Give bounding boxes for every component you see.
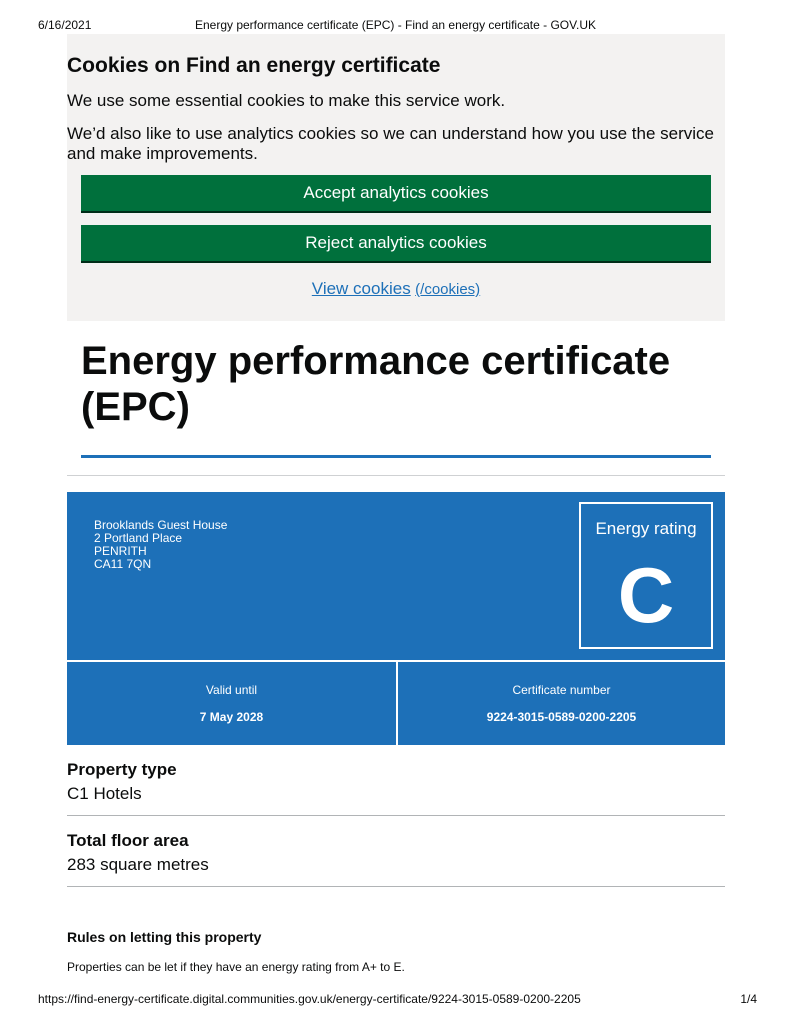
print-url: https://find-energy-certificate.digital.communities.gov.uk/energy-certificate/9224-3015-0589-0200-2205 (38, 992, 581, 1006)
title-underline (81, 455, 711, 458)
floor-area-value: 283 square metres (67, 855, 209, 874)
property-address (94, 519, 227, 571)
cookie-banner-analytics-text: We’d also like to use analytics cookies so we can understand how you use the service and make improvements. (67, 124, 714, 163)
letting-rules-text: Properties can be let if they have an energy rating from A+ to E. (67, 960, 405, 974)
address-line: PENRITH (94, 544, 147, 558)
print-header (0, 14, 791, 34)
summary-row-divider (67, 886, 725, 887)
print-footer (0, 990, 791, 1010)
reject-analytics-cookies-button[interactable]: Reject analytics cookies (81, 225, 711, 261)
print-page-number: 1/4 (740, 992, 757, 1006)
letting-rules-heading: Rules on letting this property (67, 929, 262, 945)
cookie-banner-essential-text: We use some essential cookies to make this service work. (67, 91, 506, 110)
property-type-label: Property type (67, 760, 177, 779)
valid-until-value: 7 May 2028 (199, 710, 264, 724)
certificate-number-cell (398, 662, 725, 745)
cookie-banner (67, 34, 725, 321)
energy-rating-box (579, 502, 713, 649)
address-line: Brooklands Guest House (94, 518, 228, 532)
certificate-number-label: Certificate number (512, 683, 611, 697)
address-line: CA11 7QN (94, 557, 152, 571)
section-divider (67, 475, 725, 476)
certificate-summary-box (67, 492, 725, 745)
certificate-number-value: 9224-3015-0589-0200-2205 (486, 710, 637, 724)
energy-rating-letter: C (617, 551, 675, 639)
cookie-banner-heading: Cookies on Find an energy certificate (67, 54, 441, 77)
print-date: 6/16/2021 (38, 18, 92, 32)
view-cookies-link-text[interactable]: View cookies (311, 279, 411, 298)
page-title: Energy performance certificate (EPC) (81, 339, 671, 429)
property-type-value: C1 Hotels (67, 784, 142, 803)
valid-until-label: Valid until (205, 683, 258, 697)
print-page-title: Energy performance certificate (EPC) - Find an energy certificate - GOV.UK (194, 18, 597, 32)
summary-row-divider (67, 815, 725, 816)
floor-area-label: Total floor area (67, 831, 189, 850)
accept-analytics-cookies-button[interactable]: Accept analytics cookies (81, 175, 711, 211)
energy-rating-label: Energy rating (595, 519, 697, 538)
view-cookies-link[interactable] (67, 279, 725, 299)
address-line: 2 Portland Place (94, 531, 183, 545)
valid-until-cell (67, 662, 396, 745)
view-cookies-link-href[interactable]: (/cookies) (415, 281, 481, 298)
